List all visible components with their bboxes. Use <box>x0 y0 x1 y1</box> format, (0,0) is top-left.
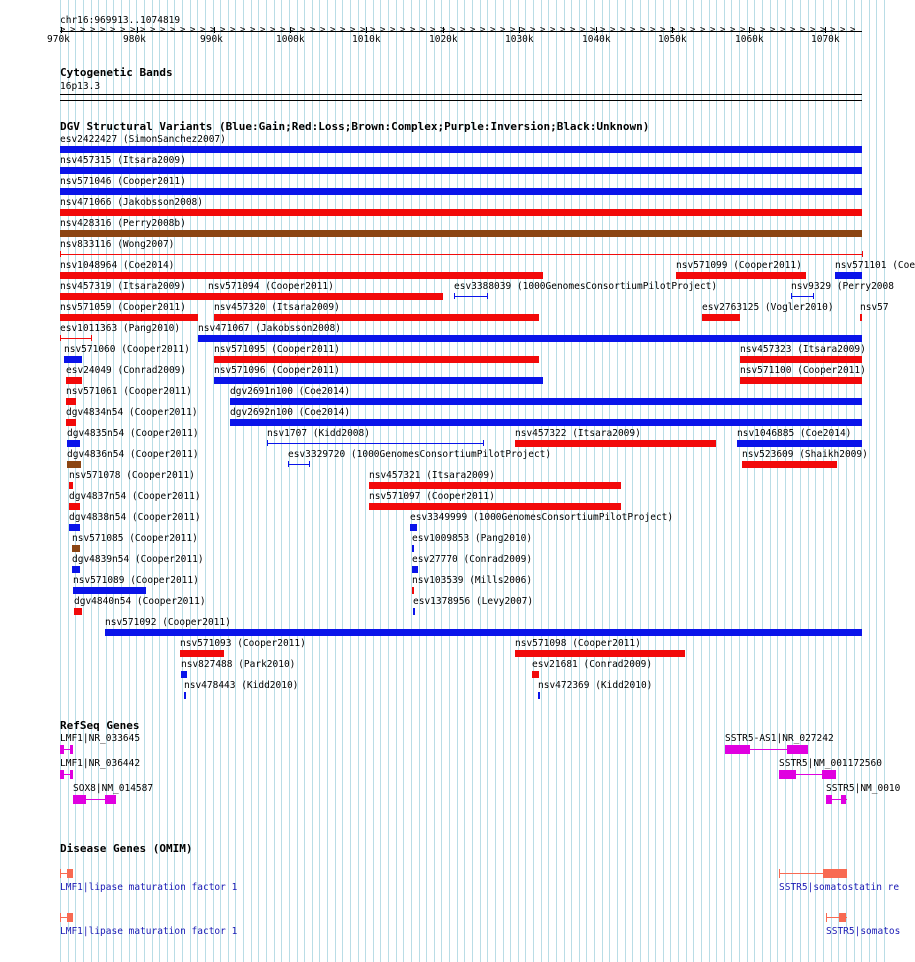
dgv-variant-label[interactable]: nsv9329 (Perry2008 <box>791 281 894 292</box>
ruler-arrow: > <box>320 25 326 35</box>
ruler-arrow: > <box>740 25 746 35</box>
dgv-variant-bar[interactable] <box>835 272 862 279</box>
dgv-variant-bar[interactable] <box>214 314 539 321</box>
dgv-variant-bar[interactable] <box>60 188 862 195</box>
dgv-variant-bar[interactable] <box>410 524 417 531</box>
dgv-variant-bar[interactable] <box>64 356 82 363</box>
dgv-variant-label[interactable]: nsv571098 (Cooper2011) <box>515 638 641 649</box>
ruler-arrow: > <box>130 25 136 35</box>
dgv-variant-bar[interactable] <box>60 167 862 174</box>
refseq-gene-exon[interactable] <box>822 770 836 779</box>
ruler-arrow: > <box>170 25 176 35</box>
ruler-arrow: > <box>660 25 666 35</box>
dgv-track-title: DGV Structural Variants (Blue:Gain;Red:Loss;Brown:Complex;Purple:Inversion;Black:Unknown) <box>60 120 650 133</box>
ruler-arrow: > <box>460 25 466 35</box>
dgv-variant-label[interactable]: esv3349999 (1000GenomesConsortiumPilotProject) <box>410 512 674 523</box>
dgv-variant-label[interactable]: nsv571099 (Cooper2011) <box>676 260 802 271</box>
ruler-arrow: > <box>830 25 836 35</box>
ruler-arrow: > <box>360 25 366 35</box>
refseq-gene-exon[interactable] <box>60 745 64 754</box>
ruler-arrow: > <box>690 25 696 35</box>
dgv-variant-bar[interactable] <box>60 209 862 216</box>
dgv-variant-bar[interactable] <box>67 461 81 468</box>
ruler-arrow: > <box>260 25 266 35</box>
dgv-variant-label[interactable]: nsv1707 (Kidd2008) <box>267 428 370 439</box>
ruler-arrow: > <box>610 25 616 35</box>
ruler-arrow: > <box>760 25 766 35</box>
refseq-gene-exon[interactable] <box>826 795 832 804</box>
ruler-arrow: > <box>600 25 606 35</box>
omim-gene-label[interactable]: SSTR5|somatostatin re <box>779 882 900 893</box>
dgv-variant-label[interactable]: nsv457322 (Itsara2009) <box>515 428 641 439</box>
ruler-arrow: > <box>850 25 856 35</box>
ruler-arrow: > <box>480 25 486 35</box>
ruler-arrow: > <box>440 25 446 35</box>
ruler-arrow: > <box>700 25 706 35</box>
dgv-variant-bar[interactable] <box>105 629 862 636</box>
dgv-variant-label[interactable]: nsv571097 (Cooper2011) <box>369 491 495 502</box>
dgv-variant-bar[interactable] <box>702 314 740 321</box>
refseq-gene-label[interactable]: SSTR5|NM_0010 <box>826 783 901 794</box>
ruler-arrow: > <box>270 25 276 35</box>
dgv-variant-label[interactable]: nsv457319 (Itsara2009) <box>60 281 186 292</box>
ruler-arrow: > <box>200 25 206 35</box>
refseq-gene-exon[interactable] <box>60 770 64 779</box>
ruler-arrow: > <box>540 25 546 35</box>
refseq-gene-exon[interactable] <box>105 795 116 804</box>
dgv-variant-bar[interactable] <box>230 419 862 426</box>
dgv-variant-label[interactable]: nsv57 <box>860 302 889 313</box>
dgv-variant-bar[interactable] <box>180 650 224 657</box>
dgv-variant-end <box>487 293 488 299</box>
dgv-variant-bar[interactable] <box>198 335 862 342</box>
dgv-variant-label[interactable]: esv21681 (Conrad2009) <box>532 659 653 670</box>
ruler-arrow: > <box>550 25 556 35</box>
ruler-arrow: > <box>530 25 536 35</box>
dgv-variant-bar[interactable] <box>66 419 76 426</box>
dgv-variant-bar[interactable] <box>184 692 186 699</box>
dgv-variant-label[interactable]: nsv571078 (Cooper2011) <box>69 470 195 481</box>
dgv-variant-label[interactable]: dgv4838n54 (Cooper2011) <box>69 512 201 523</box>
dgv-variant-bar[interactable] <box>69 524 80 531</box>
dgv-variant-bar[interactable] <box>412 566 418 573</box>
dgv-variant-bar[interactable] <box>230 398 862 405</box>
ruler-arrow: > <box>240 25 246 35</box>
cyto-band-line-bottom <box>60 100 862 101</box>
dgv-variant-label[interactable]: esv1011363 (Pang2010) <box>60 323 181 334</box>
dgv-variant-label[interactable]: esv24049 (Conrad2009) <box>66 365 187 376</box>
refseq-gene-label[interactable]: SOX8|NM_014587 <box>73 783 154 794</box>
dgv-variant-bar[interactable] <box>538 692 540 699</box>
ruler-tick-label: 1070k <box>811 34 840 45</box>
ruler-arrow: > <box>790 25 796 35</box>
dgv-variant-bar[interactable] <box>412 545 414 552</box>
dgv-variant-label[interactable]: nsv478443 (Kidd2010) <box>184 680 299 691</box>
dgv-variant-label[interactable]: nsv833116 (Wong2007) <box>60 239 175 250</box>
dgv-variant-label[interactable]: nsv471066 (Jakobsson2008) <box>60 197 203 208</box>
ruler-arrow: > <box>630 25 636 35</box>
omim-gene-label[interactable]: LMF1|lipase maturation factor 1 <box>60 882 238 893</box>
ruler-arrow: > <box>810 25 816 35</box>
ruler-arrow: > <box>220 25 226 35</box>
dgv-variant-line[interactable] <box>60 338 91 339</box>
ruler-tick-label: 1000k <box>276 34 305 45</box>
ruler-tick-label: 1050k <box>658 34 687 45</box>
dgv-variant-label[interactable]: esv3329720 (1000GenomesConsortiumPilotProject) <box>288 449 552 460</box>
ruler-arrow: > <box>640 25 646 35</box>
dgv-variant-label[interactable]: esv1009853 (Pang2010) <box>412 533 533 544</box>
dgv-variant-label[interactable]: nsv472369 (Kidd2010) <box>538 680 653 691</box>
ruler-arrow: > <box>120 25 126 35</box>
dgv-variant-bar[interactable] <box>860 314 862 321</box>
dgv-variant-label[interactable]: dgv4835n54 (Cooper2011) <box>67 428 199 439</box>
ruler-arrow: > <box>100 25 106 35</box>
dgv-variant-label[interactable]: nsv571092 (Cooper2011) <box>105 617 231 628</box>
dgv-variant-bar[interactable] <box>72 566 80 573</box>
ruler-arrow: > <box>780 25 786 35</box>
ruler-arrow: > <box>140 25 146 35</box>
omim-gene-exon[interactable] <box>823 869 847 878</box>
dgv-variant-line[interactable] <box>454 296 487 297</box>
dgv-variant-bar[interactable] <box>369 503 621 510</box>
dgv-variant-bar[interactable] <box>60 230 862 237</box>
ruler-arrow: > <box>620 25 626 35</box>
refseq-gene-label[interactable]: LMF1|NR_036442 <box>60 758 141 769</box>
ruler-arrow: > <box>90 25 96 35</box>
dgv-variant-label[interactable]: dgv2692n100 (Coe2014) <box>230 407 351 418</box>
omim-gene-label[interactable]: LMF1|lipase maturation factor 1 <box>60 926 238 937</box>
dgv-variant-line[interactable] <box>267 443 483 444</box>
dgv-variant-bar[interactable] <box>515 440 716 447</box>
dgv-variant-bar[interactable] <box>369 482 621 489</box>
ruler-arrow: > <box>150 25 156 35</box>
dgv-variant-end <box>454 293 455 299</box>
ruler-arrow: > <box>520 25 526 35</box>
dgv-variant-label[interactable]: dgv4834n54 (Cooper2011) <box>66 407 198 418</box>
dgv-variant-bar[interactable] <box>208 293 443 300</box>
dgv-variant-end <box>91 335 92 341</box>
ruler-arrow: > <box>510 25 516 35</box>
dgv-variant-label[interactable]: nsv457320 (Itsara2009) <box>214 302 340 313</box>
dgv-variant-bar[interactable] <box>69 482 73 489</box>
dgv-variant-label[interactable]: nsv571046 (Cooper2011) <box>60 176 186 187</box>
refseq-gene-label[interactable]: SSTR5|NM_001172560 <box>779 758 882 769</box>
dgv-variant-end <box>60 251 61 257</box>
dgv-variant-line[interactable] <box>288 464 309 465</box>
dgv-variant-label[interactable]: esv1378956 (Levy2007) <box>413 596 534 607</box>
dgv-variant-end <box>267 440 268 446</box>
dgv-variant-bar[interactable] <box>74 608 82 615</box>
dgv-variant-label[interactable]: nsv457323 (Itsara2009) <box>740 344 866 355</box>
dgv-variant-end <box>288 461 289 467</box>
ruler-arrow: > <box>210 25 216 35</box>
dgv-variant-bar[interactable] <box>66 377 82 384</box>
omim-gene-exon[interactable] <box>67 869 73 878</box>
ruler-arrow: > <box>290 25 296 35</box>
dgv-variant-bar[interactable] <box>737 440 862 447</box>
ruler-arrow: > <box>350 25 356 35</box>
omim-gene-start <box>60 869 61 878</box>
dgv-variant-bar[interactable] <box>515 650 685 657</box>
dgv-variant-label[interactable]: nsv457321 (Itsara2009) <box>369 470 495 481</box>
dgv-variant-bar[interactable] <box>73 587 146 594</box>
ruler-arrow: > <box>380 25 386 35</box>
ruler-arrow: > <box>800 25 806 35</box>
omim-gene-start <box>826 913 827 922</box>
dgv-variant-label[interactable]: esv27770 (Conrad2009) <box>412 554 533 565</box>
ruler-arrow: > <box>500 25 506 35</box>
dgv-variant-label[interactable]: nsv571093 (Cooper2011) <box>180 638 306 649</box>
dgv-variant-end <box>309 461 310 467</box>
dgv-variant-label[interactable]: nsv827488 (Park2010) <box>181 659 296 670</box>
ruler-arrow: > <box>580 25 586 35</box>
ruler-arrow: > <box>330 25 336 35</box>
ruler-tick-label: 1040k <box>582 34 611 45</box>
dgv-variant-bar[interactable] <box>67 440 80 447</box>
refseq-track-title: RefSeq Genes <box>60 719 140 732</box>
ruler-arrow: > <box>490 25 496 35</box>
ruler-arrow: > <box>430 25 436 35</box>
ruler-arrow: > <box>770 25 776 35</box>
refseq-gene-exon[interactable] <box>841 795 846 804</box>
ruler-arrow: > <box>730 25 736 35</box>
dgv-variant-label[interactable]: nsv571101 (Coe <box>835 260 915 271</box>
refseq-gene-label[interactable]: LMF1|NR_033645 <box>60 733 141 744</box>
cyto-band-line-top <box>60 94 862 95</box>
ruler-arrow: > <box>340 25 346 35</box>
ruler-arrow: > <box>230 25 236 35</box>
refseq-gene-exon[interactable] <box>70 770 73 779</box>
dgv-variant-label[interactable]: esv2422427 (SimonSanchez2007) <box>60 134 226 145</box>
dgv-variant-bar[interactable] <box>532 671 539 678</box>
ruler-tick-label: 1010k <box>352 34 381 45</box>
ruler-tick-label: 1030k <box>505 34 534 45</box>
dgv-variant-label[interactable]: nsv571100 (Cooper2011) <box>740 365 866 376</box>
ruler-tick-label: 1020k <box>429 34 458 45</box>
omim-gene-start <box>779 869 780 878</box>
ruler-arrow: > <box>110 25 116 35</box>
dgv-variant-bar[interactable] <box>413 608 415 615</box>
ruler-arrow: > <box>400 25 406 35</box>
dgv-variant-label[interactable]: nsv571089 (Cooper2011) <box>73 575 199 586</box>
ruler-arrow: > <box>250 25 256 35</box>
dgv-variant-bar[interactable] <box>412 587 414 594</box>
dgv-variant-bar[interactable] <box>60 314 198 321</box>
dgv-variant-label[interactable]: nsv571061 (Cooper2011) <box>66 386 192 397</box>
omim-gene-label[interactable]: SSTR5|somatos <box>826 926 901 937</box>
dgv-variant-bar[interactable] <box>181 671 187 678</box>
ruler-tick-label: 970k <box>47 34 70 45</box>
dgv-variant-label[interactable]: nsv1046885 (Coe2014) <box>737 428 852 439</box>
ruler-arrow: > <box>450 25 456 35</box>
refseq-gene-label[interactable]: SSTR5-AS1|NR_027242 <box>725 733 834 744</box>
dgv-variant-bar[interactable] <box>69 503 80 510</box>
dgv-variant-bar[interactable] <box>742 461 837 468</box>
ruler-tick-label: 980k <box>123 34 146 45</box>
ruler-tick-label: 990k <box>200 34 223 45</box>
ruler-arrow: > <box>180 25 186 35</box>
dgv-variant-label[interactable]: nsv571094 (Cooper2011) <box>208 281 334 292</box>
ruler-arrow: > <box>280 25 286 35</box>
dgv-variant-end <box>60 335 61 341</box>
dgv-variant-end <box>791 293 792 299</box>
ruler-arrow: > <box>300 25 306 35</box>
dgv-variant-label[interactable]: esv3388039 (1000GenomesConsortiumPilotProject) <box>454 281 718 292</box>
ruler-arrow: > <box>590 25 596 35</box>
dgv-variant-label[interactable]: nsv571096 (Cooper2011) <box>214 365 340 376</box>
dgv-variant-label[interactable]: nsv571085 (Cooper2011) <box>72 533 198 544</box>
ruler-arrow: > <box>820 25 826 35</box>
ruler-arrow: > <box>70 25 76 35</box>
ruler-arrow: > <box>410 25 416 35</box>
dgv-variant-label[interactable]: nsv571095 (Cooper2011) <box>214 344 340 355</box>
dgv-variant-bar[interactable] <box>740 377 862 384</box>
dgv-variant-bar[interactable] <box>214 377 543 384</box>
dgv-variant-label[interactable]: dgv4840n54 (Cooper2011) <box>74 596 206 607</box>
ruler-arrow: > <box>560 25 566 35</box>
dgv-variant-label[interactable]: nsv1048964 (Coe2014) <box>60 260 175 271</box>
ruler-arrow: > <box>840 25 846 35</box>
cyto-track-title: Cytogenetic Bands <box>60 66 173 79</box>
dgv-variant-bar[interactable] <box>60 146 862 153</box>
omim-gene-start <box>60 913 61 922</box>
dgv-variant-label[interactable]: nsv571059 (Cooper2011) <box>60 302 186 313</box>
coords-label: chr16:969913..1074819 <box>60 15 181 26</box>
ruler-tick-label: 1060k <box>735 34 764 45</box>
refseq-gene-exon[interactable] <box>787 745 808 754</box>
dgv-variant-end <box>862 251 863 257</box>
dgv-variant-label[interactable]: nsv103539 (Mills2006) <box>412 575 533 586</box>
dgv-variant-label[interactable]: dgv2691n100 (Coe2014) <box>230 386 351 397</box>
refseq-gene-exon[interactable] <box>70 745 73 754</box>
omim-gene-exon[interactable] <box>839 913 846 922</box>
ruler-arrow: > <box>650 25 656 35</box>
dgv-variant-end <box>813 293 814 299</box>
dgv-variant-label[interactable]: nsv571060 (Cooper2011) <box>64 344 190 355</box>
ruler-arrow: > <box>310 25 316 35</box>
dgv-variant-bar[interactable] <box>214 356 539 363</box>
dgv-variant-line[interactable] <box>60 254 862 255</box>
ruler-arrow: > <box>680 25 686 35</box>
ruler-arrow: > <box>80 25 86 35</box>
ruler-arrow: > <box>370 25 376 35</box>
ruler-arrow: > <box>670 25 676 35</box>
dgv-variant-label[interactable]: nsv428316 (Perry2008b) <box>60 218 186 229</box>
ruler-arrow: > <box>60 25 66 35</box>
ruler-arrow: > <box>750 25 756 35</box>
dgv-variant-label[interactable]: dgv4837n54 (Cooper2011) <box>69 491 201 502</box>
dgv-variant-label[interactable]: dgv4836n54 (Cooper2011) <box>67 449 199 460</box>
dgv-variant-label[interactable]: nsv523609 (Shaikh2009) <box>742 449 868 460</box>
ruler-arrow: > <box>470 25 476 35</box>
ruler-arrow: > <box>570 25 576 35</box>
ruler-arrow: > <box>160 25 166 35</box>
dgv-variant-end <box>483 440 484 446</box>
dgv-variant-label[interactable]: nsv471067 (Jakobsson2008) <box>198 323 341 334</box>
dgv-variant-label[interactable]: dgv4839n54 (Cooper2011) <box>72 554 204 565</box>
refseq-gene-exon[interactable] <box>73 795 86 804</box>
dgv-variant-line[interactable] <box>791 296 813 297</box>
ruler-arrow: > <box>390 25 396 35</box>
dgv-variant-bar[interactable] <box>72 545 80 552</box>
refseq-gene-exon[interactable] <box>725 745 750 754</box>
dgv-variant-bar[interactable] <box>60 272 543 279</box>
ruler-arrow: > <box>190 25 196 35</box>
dgv-variant-bar[interactable] <box>676 272 806 279</box>
omim-gene-exon[interactable] <box>67 913 73 922</box>
dgv-variant-bar[interactable] <box>66 398 76 405</box>
dgv-variant-bar[interactable] <box>740 356 862 363</box>
dgv-variant-label[interactable]: esv2763125 (Vogler2010) <box>702 302 834 313</box>
omim-track-title: Disease Genes (OMIM) <box>60 842 193 855</box>
refseq-gene-exon[interactable] <box>779 770 796 779</box>
ruler-arrow: > <box>720 25 726 35</box>
cyto-band-label: 16p13.3 <box>60 81 101 92</box>
ruler-arrow: > <box>420 25 426 35</box>
ruler-arrow: > <box>710 25 716 35</box>
dgv-variant-label[interactable]: nsv457315 (Itsara2009) <box>60 155 186 166</box>
